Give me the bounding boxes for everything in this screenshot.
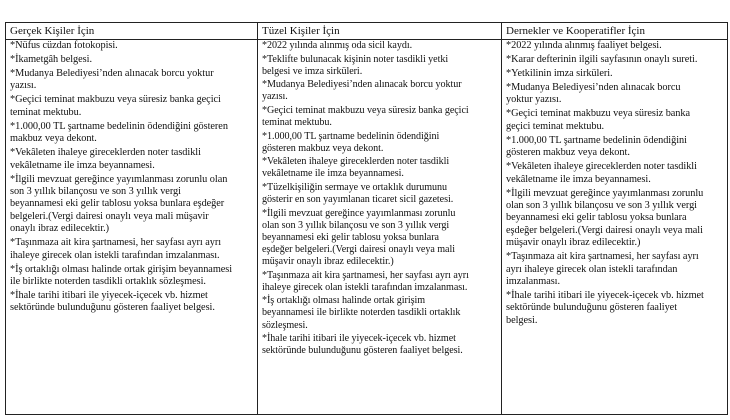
list-item: *1.000,00 TL şartname bedelinin ödendiğini gösteren makbuz veya dekont.	[10, 120, 228, 145]
list-item: *Taşınmaza ait kira şartnamesi, her sayfası ayrı ayrı ihaleye girecek olan istekli tarafından imzalanması.	[506, 251, 699, 288]
list-item: *Mudanya Belediyesi’nden alınacak borcu yoktur yazısı.	[262, 79, 462, 103]
list-item: *İlgili mevzuat gereğince yayımlanması zorunlu olan son 3 yıllık bilançosu ve son 3 yıllık vergi beyannamesi eki gelir tablosu yoksa bunlara eşdeğer belgeleri.(Vergi dairesi onaylı veya mali müşavir onaylı ibraz edilecektir.)	[262, 207, 456, 268]
list-item: *Geçici teminat makbuzu veya süresiz banka geçici teminat mektubu.	[506, 108, 691, 132]
header-real-persons: Gerçek Kişiler İçin	[6, 23, 258, 40]
list-item: *Teklifte bulunacak kişinin noter tasdikli yetki belgesi ve imza sirküleri.	[262, 53, 449, 77]
list-item: *Geçici teminat makbuzu veya süresiz banka geçici teminat mektubu.	[262, 104, 469, 129]
list-item: *İş ortaklığı olması halinde ortak girişim beyannamesi ile birlikte noterden tasdikli ortaklık sözleşmesi.	[262, 295, 461, 331]
list-item: *Taşınmaza ait kira şartnamesi, her sayfası ayrı ayrı ihaleye girecek olan istekli tarafından imzalanması.	[262, 269, 469, 293]
requirements-table	[5, 22, 728, 415]
associations-cooperatives-cell	[502, 40, 728, 415]
list-item: *Taşınmaza ait kira şartnamesi, her sayfası ayrı ayrı ihaleye girecek olan istekli tarafından imzalanması.	[10, 237, 222, 261]
list-item: *1.000,00 TL şartname bedelinin ödendiğini gösteren makbuz veya dekont.	[262, 130, 440, 154]
list-item: *Vekâleten ihaleye gireceklerden noter tasdikli vekâletname ile imza beyannamesi.	[10, 147, 201, 171]
header-associations-cooperatives: Dernekler ve Kooperatifler İçin	[502, 23, 728, 40]
list-item: *Yetkilinin imza sirküleri.	[506, 68, 613, 79]
real-persons-cell	[6, 40, 258, 415]
header-legal-entities: Tüzel Kişiler İçin	[258, 23, 502, 40]
list-item: *İkametgâh belgesi.	[10, 54, 92, 65]
list-item: *Mudanya Belediyesi’nden alınacak borcu yoktur yazısı.	[506, 82, 681, 106]
list-item: *Tüzelkişiliğin sermaye ve ortaklık durumunu gösterir en son yayımlanan ticaret sicil gazetesi.	[262, 182, 454, 206]
list-item: *Geçici teminat makbuzu veya süresiz banka geçici teminat mektubu.	[10, 94, 221, 118]
list-item: *Karar defterinin ilgili sayfasının onaylı sureti.	[506, 54, 698, 65]
list-item: *İhale tarihi itibari ile yiyecek-içecek vb. hizmet sektöründe bulunduğunu gösteren faaliyet belgesi.	[506, 290, 704, 326]
list-item: *İlgili mevzuat gereğince yayımlanması zorunlu olan son 3 yıllık bilançosu ve son 3 yıllık vergi beyannamesi eki gelir tablosu yoksa bunlara eşdeğer belgeleri.(Vergi dairesi onaylı veya mali müşavir onaylı ibraz edilecektir.)	[10, 173, 228, 235]
header-row	[6, 23, 728, 40]
list-item: *Nüfus cüzdan fotokopisi.	[10, 40, 118, 51]
list-item: *2022 yılında alınmış oda sicil kaydı.	[262, 40, 413, 51]
list-item: *2022 yılında alınmış faaliyet belgesi.	[506, 40, 662, 51]
list-item: *İhale tarihi itibari ile yiyecek-içecek vb. hizmet sektöründe bulunduğunu gösteren faaliyet belgesi.	[262, 333, 463, 357]
list-item: *İhale tarihi itibari ile yiyecek-içecek vb. hizmet sektöründe bulunduğunu gösteren faaliyet belgesi.	[10, 290, 215, 314]
list-item: *Vekâleten ihaleye gireceklerden noter tasdikli vekâletname ile imza beyannamesi.	[506, 161, 697, 185]
list-item: *Mudanya Belediyesi’nden alınacak borcu yoktur yazısı.	[10, 68, 214, 92]
list-item: *1.000,00 TL şartname bedelinin ödendiğini gösteren makbuz veya dekont.	[506, 134, 687, 159]
legal-entities-cell	[258, 40, 502, 415]
requirements-row	[6, 40, 728, 415]
list-item: *Vekâleten ihaleye gireceklerden noter tasdikli vekâletname ile imza beyannamesi.	[262, 156, 450, 180]
list-item: *İlgili mevzuat gereğince yayımlanması zorunlu olan son 3 yıllık bilançosu ve son 3 yıllık vergi beyannamesi eki gelir tablosu yoksa bunlara eşdeğer belgeleri.(Vergi dairesi onaylı veya mali müşavir onaylı ibraz edilecektir.)	[506, 187, 704, 249]
list-item: *İş ortaklığı olması halinde ortak girişim beyannamesi ile birlikte noterden tasdikli ortaklık sözleşmesi.	[10, 263, 233, 288]
